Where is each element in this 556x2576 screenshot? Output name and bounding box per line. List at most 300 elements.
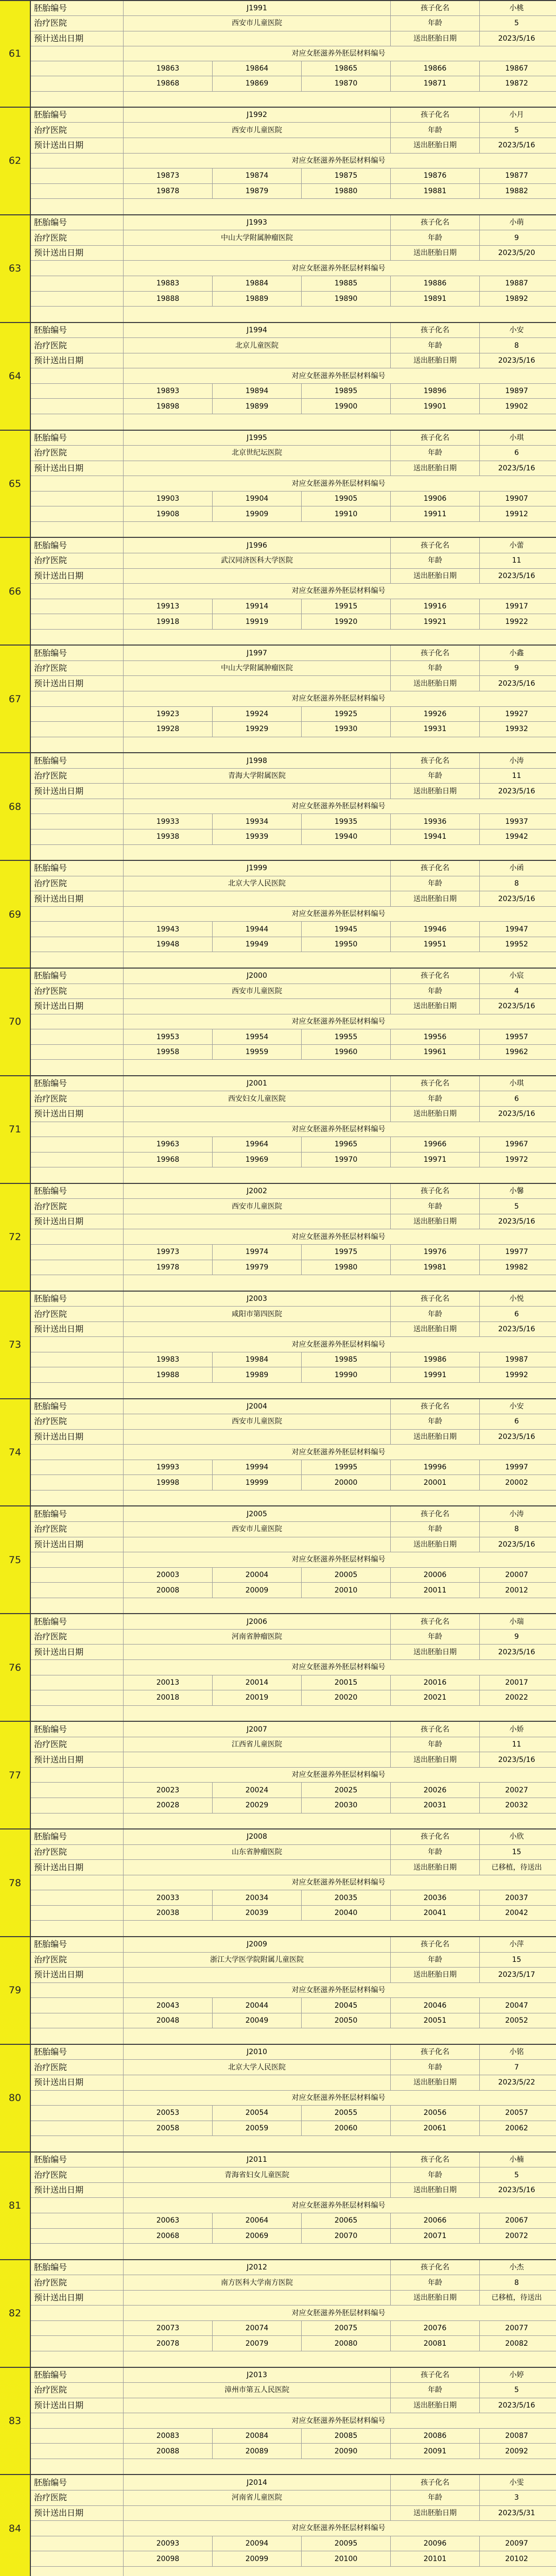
materials-header-row: [31, 1552, 556, 1568]
material-code: 19970: [302, 1153, 391, 1167]
hospital-row: [31, 553, 556, 569]
transfer-date-label: 预计送出日期: [31, 353, 124, 368]
child-alias-label: 孩子化名: [391, 108, 480, 123]
materials-label: 对应女胚滋养外胚层材料编号: [291, 2201, 386, 2210]
child-alias: 小琪: [509, 1079, 524, 1088]
sent-date-value: 2023/5/16: [498, 1648, 535, 1656]
material-code: 20021: [391, 1690, 480, 1705]
materials-spacer: [31, 2336, 124, 2351]
sent-date-label: 送出胚胎日期: [391, 1214, 480, 1229]
material-code: 20072: [505, 2231, 528, 2240]
materials-label: 对应女胚滋养外胚层材料编号: [291, 156, 386, 165]
age-value: 3: [514, 2494, 519, 2502]
record-table: [31, 1614, 556, 1721]
record-table: [31, 215, 556, 322]
sent-date-label: 送出胚胎日期: [391, 1537, 480, 1552]
hospital-row: [31, 230, 556, 246]
materials-spacer: [31, 1675, 124, 1690]
material-code: 19982: [505, 1263, 528, 1272]
material-code: 19965: [302, 1137, 391, 1152]
child-alias-label: 孩子化名: [391, 1399, 480, 1414]
child-alias-label: 孩子化名: [391, 2368, 480, 2383]
transfer-date-label: 预计送出日期: [31, 891, 124, 906]
trailing-empty-row: [31, 2351, 556, 2367]
material-code: 19941: [391, 829, 480, 844]
hospital-label: 治疗医院: [31, 553, 124, 568]
materials-spacer: [31, 1260, 124, 1275]
transfer-date-label: 预计送出日期: [31, 461, 124, 476]
embryo-no-label: 胚胎编号: [31, 969, 124, 984]
child-alias: 小楠: [509, 2156, 524, 2164]
materials-row-2: [31, 2336, 556, 2351]
hospital-name: 西安市儿童医院: [124, 984, 391, 999]
transfer-date-label: 预计送出日期: [31, 138, 124, 153]
empty-cell: [124, 1383, 553, 1398]
material-code: 19952: [505, 940, 528, 949]
empty-cell: [31, 2351, 124, 2367]
materials-header-row: [31, 1014, 556, 1030]
materials-label: 对应女胚滋养外胚层材料编号: [291, 587, 386, 596]
materials-spacer: [31, 292, 124, 307]
materials-spacer: [31, 1352, 124, 1367]
material-code: 20041: [391, 1906, 480, 1921]
materials-spacer: [31, 1998, 124, 2013]
empty-cell: [124, 2459, 553, 2475]
materials-spacer: [31, 2106, 124, 2121]
materials-spacer: [31, 492, 124, 506]
row-number: 79: [0, 1937, 31, 2044]
materials-label: 对应女胚滋养外胚层材料编号: [291, 1017, 386, 1026]
materials-label: 对应女胚滋养外胚层材料编号: [291, 1663, 386, 1672]
child-alias-label: 孩子化名: [391, 1829, 480, 1844]
materials-row-2: [31, 506, 556, 522]
materials-spacer: [31, 1337, 124, 1352]
empty-cell: [31, 1706, 124, 1721]
record-table: [31, 538, 556, 645]
materials-row-1: [31, 2536, 556, 2552]
material-code: 20092: [505, 2447, 528, 2455]
age-value: 5: [514, 1202, 519, 1211]
transfer-date-value: [124, 1860, 391, 1875]
sent-date-label: 送出胚胎日期: [391, 246, 480, 261]
age-value: 5: [514, 2171, 519, 2179]
materials-spacer: [31, 2551, 124, 2566]
materials-spacer: [31, 1137, 124, 1152]
record-block: [0, 108, 556, 215]
materials-spacer: [31, 1029, 124, 1044]
material-code: 19983: [124, 1352, 213, 1367]
record-table: [31, 1292, 556, 1398]
child-alias: 小铭: [509, 2048, 524, 2057]
materials-row-2: [31, 829, 556, 845]
embryo-code: J1997: [124, 646, 391, 660]
sent-date-value: 2023/5/16: [498, 2186, 535, 2195]
material-code: 19894: [213, 384, 302, 399]
embryo-row: [31, 108, 556, 123]
embryo-code: J2005: [124, 1506, 391, 1521]
embryo-no-label: 胚胎编号: [31, 1292, 124, 1307]
material-code: 19953: [124, 1029, 213, 1044]
embryo-row: [31, 323, 556, 338]
child-alias: 小涛: [509, 756, 524, 765]
material-code: 20081: [391, 2336, 480, 2351]
material-code: 20042: [505, 1909, 528, 1918]
embryo-row: [31, 1722, 556, 1737]
materials-spacer: [31, 1229, 124, 1244]
transfer-date-label: 预计送出日期: [31, 1430, 124, 1445]
materials-spacer: [31, 799, 124, 814]
embryo-code: J2011: [124, 2153, 391, 2167]
material-code: 19947: [505, 925, 528, 934]
record-table: [31, 2045, 556, 2151]
material-code: 20026: [391, 1783, 480, 1798]
material-code: 20013: [124, 1675, 213, 1690]
age-value: 8: [514, 341, 519, 350]
record-table: [31, 969, 556, 1075]
age-label: 年龄: [391, 1630, 480, 1645]
transfer-date-label: 预计送出日期: [31, 1214, 124, 1229]
material-code: 19892: [505, 294, 528, 303]
material-code: 20009: [213, 1583, 302, 1598]
record-table: [31, 1, 556, 107]
material-code: 20051: [391, 2013, 480, 2028]
embryo-row: [31, 1937, 556, 1953]
empty-cell: [31, 1814, 124, 1829]
record-block: [0, 646, 556, 753]
embryo-code: J2010: [124, 2045, 391, 2060]
sent-date-value: 2023/5/16: [498, 2401, 535, 2410]
record-table: [31, 108, 556, 214]
transfer-date-value: [124, 999, 391, 1014]
material-code: 20075: [302, 2321, 391, 2336]
sent-date-label: 送出胚胎日期: [391, 1968, 480, 1982]
material-code: 19881: [391, 184, 480, 199]
sent-date-label: 送出胚胎日期: [391, 2398, 480, 2413]
materials-label: 对应女胚滋养外胚层材料编号: [291, 910, 386, 919]
embryo-no-label: 胚胎编号: [31, 2153, 124, 2167]
row-number: 84: [0, 2475, 31, 2576]
material-code: 20048: [124, 2013, 213, 2028]
material-code: 20002: [505, 1478, 528, 1487]
empty-cell: [31, 92, 124, 107]
materials-label: 对应女胚滋养外胚层材料编号: [291, 1986, 386, 1994]
material-code: 20101: [391, 2551, 480, 2566]
hospital-name: 咸阳市第四医院: [124, 1307, 391, 1321]
material-code: 19950: [302, 937, 391, 952]
material-code: 19893: [124, 384, 213, 399]
embryo-row: [31, 2260, 556, 2276]
material-code: 20053: [124, 2106, 213, 2121]
empty-cell: [124, 522, 553, 537]
material-code: 20091: [391, 2444, 480, 2459]
record-block: [0, 1722, 556, 1829]
trailing-empty-row: [31, 845, 556, 860]
material-code: 20088: [124, 2444, 213, 2459]
child-alias: 小琪: [509, 433, 524, 442]
material-code: 20085: [302, 2429, 391, 2444]
sent-date-label: 送出胚胎日期: [391, 2183, 480, 2198]
transfer-date-value: [124, 2183, 391, 2198]
hospital-label: 治疗医院: [31, 1845, 124, 1860]
sent-date-value: 2023/5/31: [498, 2509, 535, 2517]
embryo-no-label: 胚胎编号: [31, 323, 124, 338]
row-number: 75: [0, 1506, 31, 1613]
embryo-row: [31, 1076, 556, 1092]
material-code: 19890: [302, 292, 391, 307]
age-label: 年龄: [391, 16, 480, 30]
transfer-date-value: [124, 2506, 391, 2521]
material-code: 20025: [302, 1783, 391, 1798]
materials-row-2: [31, 2444, 556, 2459]
date-row: [31, 1860, 556, 1875]
sent-date-label: 送出胚胎日期: [391, 1645, 480, 1659]
empty-cell: [124, 1598, 553, 1614]
trailing-empty-row: [31, 1383, 556, 1398]
materials-spacer: [31, 1768, 124, 1783]
transfer-date-value: [124, 2291, 391, 2306]
age-label: 年龄: [391, 984, 480, 999]
material-code: 19864: [213, 61, 302, 76]
record-block: [0, 1399, 556, 1507]
hospital-label: 治疗医院: [31, 661, 124, 676]
empty-cell: [124, 2567, 553, 2576]
sent-date-label: 送出胚胎日期: [391, 31, 480, 46]
material-code: 20078: [124, 2336, 213, 2351]
embryo-no-label: 胚胎编号: [31, 1829, 124, 1844]
material-code: 20000: [302, 1475, 391, 1490]
material-code: 19975: [302, 1245, 391, 1260]
material-code: 19867: [505, 64, 528, 73]
row-number: 71: [0, 1076, 31, 1183]
hospital-label: 治疗医院: [31, 1737, 124, 1752]
materials-row-1: [31, 168, 556, 184]
materials-header-row: [31, 476, 556, 492]
materials-header-row: [31, 2091, 556, 2106]
material-code: 19932: [505, 725, 528, 734]
record-table: [31, 861, 556, 968]
materials-header-row: [31, 2306, 556, 2321]
materials-row-1: [31, 814, 556, 829]
materials-spacer: [31, 2121, 124, 2136]
child-alias-label: 孩子化名: [391, 1614, 480, 1629]
trailing-empty-row: [31, 952, 556, 968]
embryo-row: [31, 2475, 556, 2490]
record-table: [31, 2368, 556, 2475]
material-code: 20011: [391, 1583, 480, 1598]
hospital-label: 治疗医院: [31, 446, 124, 461]
trailing-empty-row: [31, 2136, 556, 2151]
materials-row-1: [31, 276, 556, 292]
materials-spacer: [31, 168, 124, 183]
row-number: 66: [0, 538, 31, 645]
sent-date-value: 2023/5/16: [498, 141, 535, 150]
trailing-empty-row: [31, 414, 556, 430]
material-code: 19929: [213, 722, 302, 737]
row-number: 80: [0, 2045, 31, 2151]
child-alias: 小欣: [509, 1833, 524, 1841]
date-row: [31, 461, 556, 477]
materials-label: 对应女胚滋养外胚层材料编号: [291, 49, 386, 58]
material-code: 20044: [213, 1998, 302, 2013]
material-code: 20093: [124, 2536, 213, 2551]
hospital-name: 北京大学人民医院: [124, 876, 391, 891]
materials-spacer: [31, 276, 124, 291]
materials-row-1: [31, 2429, 556, 2444]
materials-row-1: [31, 2213, 556, 2229]
materials-spacer: [31, 384, 124, 399]
embryo-no-label: 胚胎编号: [31, 1722, 124, 1737]
materials-label: 对应女胚滋养外胚层材料编号: [291, 694, 386, 703]
material-code: 19888: [124, 292, 213, 307]
material-code: 20035: [302, 1890, 391, 1905]
sent-date-value: 2023/5/16: [498, 1110, 535, 1118]
materials-row-1: [31, 1352, 556, 1368]
material-code: 20028: [124, 1798, 213, 1813]
child-alias-label: 孩子化名: [391, 323, 480, 338]
sent-date-value: 2023/5/16: [498, 894, 535, 903]
material-code: 20067: [505, 2216, 528, 2225]
material-code: 20007: [505, 1570, 528, 1579]
record-table: [31, 1937, 556, 2044]
date-row: [31, 353, 556, 369]
child-alias-label: 孩子化名: [391, 2475, 480, 2490]
record-table: [31, 1506, 556, 1613]
child-alias: 小悦: [509, 1294, 524, 1303]
materials-row-1: [31, 384, 556, 399]
material-code: 19899: [213, 399, 302, 414]
date-row: [31, 2398, 556, 2414]
embryo-row: [31, 1399, 556, 1415]
materials-spacer: [31, 184, 124, 199]
materials-header-row: [31, 799, 556, 815]
material-code: 19904: [213, 492, 302, 506]
embryo-code: J1994: [124, 323, 391, 338]
materials-row-1: [31, 2321, 556, 2336]
empty-cell: [31, 1490, 124, 1506]
materials-header-row: [31, 907, 556, 922]
materials-row-2: [31, 399, 556, 414]
material-code: 19996: [391, 1460, 480, 1475]
row-number: 72: [0, 1184, 31, 1291]
record-block: [0, 2260, 556, 2368]
material-code: 19873: [124, 168, 213, 183]
sent-date-label: 送出胚胎日期: [391, 461, 480, 476]
age-value: 4: [514, 987, 519, 995]
row-number: 68: [0, 753, 31, 860]
row-number: 74: [0, 1399, 31, 1506]
empty-cell: [124, 737, 553, 753]
material-code: 20010: [302, 1583, 391, 1598]
date-row: [31, 569, 556, 584]
materials-header-row: [31, 46, 556, 61]
hospital-row: [31, 1199, 556, 1214]
material-code: 20016: [391, 1675, 480, 1690]
embryo-code: J2009: [124, 1937, 391, 1952]
materials-header-row: [31, 1337, 556, 1352]
embryo-code: J2013: [124, 2368, 391, 2383]
hospital-name: 西安市儿童医院: [124, 1414, 391, 1429]
sent-date-label: 送出胚胎日期: [391, 1860, 480, 1875]
material-code: 19913: [124, 599, 213, 614]
transfer-date-value: [124, 891, 391, 906]
date-row: [31, 31, 556, 46]
material-code: 20082: [505, 2339, 528, 2348]
material-code: 19938: [124, 829, 213, 844]
transfer-date-value: [124, 1214, 391, 1229]
hospital-row: [31, 876, 556, 892]
date-row: [31, 1645, 556, 1660]
hospital-label: 治疗医院: [31, 230, 124, 245]
material-code: 19871: [391, 76, 480, 91]
materials-spacer: [31, 2013, 124, 2028]
age-label: 年龄: [391, 123, 480, 138]
age-value: 6: [514, 1417, 519, 1426]
sent-date-label: 送出胚胎日期: [391, 891, 480, 906]
record-block: [0, 2368, 556, 2476]
row-number: 78: [0, 1829, 31, 1936]
empty-cell: [31, 1167, 124, 1183]
material-code: 20065: [302, 2213, 391, 2228]
material-code: 20033: [124, 1890, 213, 1905]
materials-row-2: [31, 2551, 556, 2567]
transfer-date-label: 预计送出日期: [31, 569, 124, 584]
hospital-label: 治疗医院: [31, 123, 124, 138]
transfer-date-value: [124, 461, 391, 476]
materials-row-1: [31, 1029, 556, 1045]
material-code: 19930: [302, 722, 391, 737]
empty-cell: [124, 1060, 553, 1075]
embryo-code: J2000: [124, 969, 391, 984]
materials-spacer: [31, 1552, 124, 1567]
record-table: [31, 1399, 556, 1506]
age-value: 8: [514, 2278, 519, 2287]
row-number: 69: [0, 861, 31, 968]
material-code: 19926: [391, 707, 480, 722]
transfer-date-value: [124, 784, 391, 799]
record-table: [31, 1076, 556, 1183]
hospital-name: 西安市儿童医院: [124, 16, 391, 30]
hospital-row: [31, 123, 556, 138]
empty-cell: [124, 2244, 553, 2259]
material-code: 19887: [505, 279, 528, 288]
record-block: [0, 1076, 556, 1184]
transfer-date-value: [124, 246, 391, 261]
material-code: 20008: [124, 1583, 213, 1598]
hospital-name: 青海大学附属医院: [124, 769, 391, 784]
material-code: 19940: [302, 829, 391, 844]
row-number: 63: [0, 215, 31, 322]
materials-spacer: [31, 707, 124, 722]
material-code: 19915: [302, 599, 391, 614]
hospital-name: 浙江大学医学院附属儿童医院: [124, 1953, 391, 1968]
materials-row-2: [31, 1906, 556, 1921]
empty-cell: [124, 845, 553, 860]
material-code: 19960: [302, 1045, 391, 1060]
material-code: 20080: [302, 2336, 391, 2351]
embryo-row: [31, 538, 556, 553]
material-code: 20019: [213, 1690, 302, 1705]
material-code: 19920: [302, 614, 391, 629]
materials-spacer: [31, 1983, 124, 1998]
empty-cell: [124, 952, 553, 968]
material-code: 20020: [302, 1690, 391, 1705]
material-code: 20023: [124, 1783, 213, 1798]
materials-spacer: [31, 2306, 124, 2320]
materials-label: 对应女胚滋养外胚层材料编号: [291, 1232, 386, 1241]
row-number: 67: [0, 646, 31, 752]
hospital-label: 治疗医院: [31, 984, 124, 999]
embryo-row: [31, 2045, 556, 2060]
